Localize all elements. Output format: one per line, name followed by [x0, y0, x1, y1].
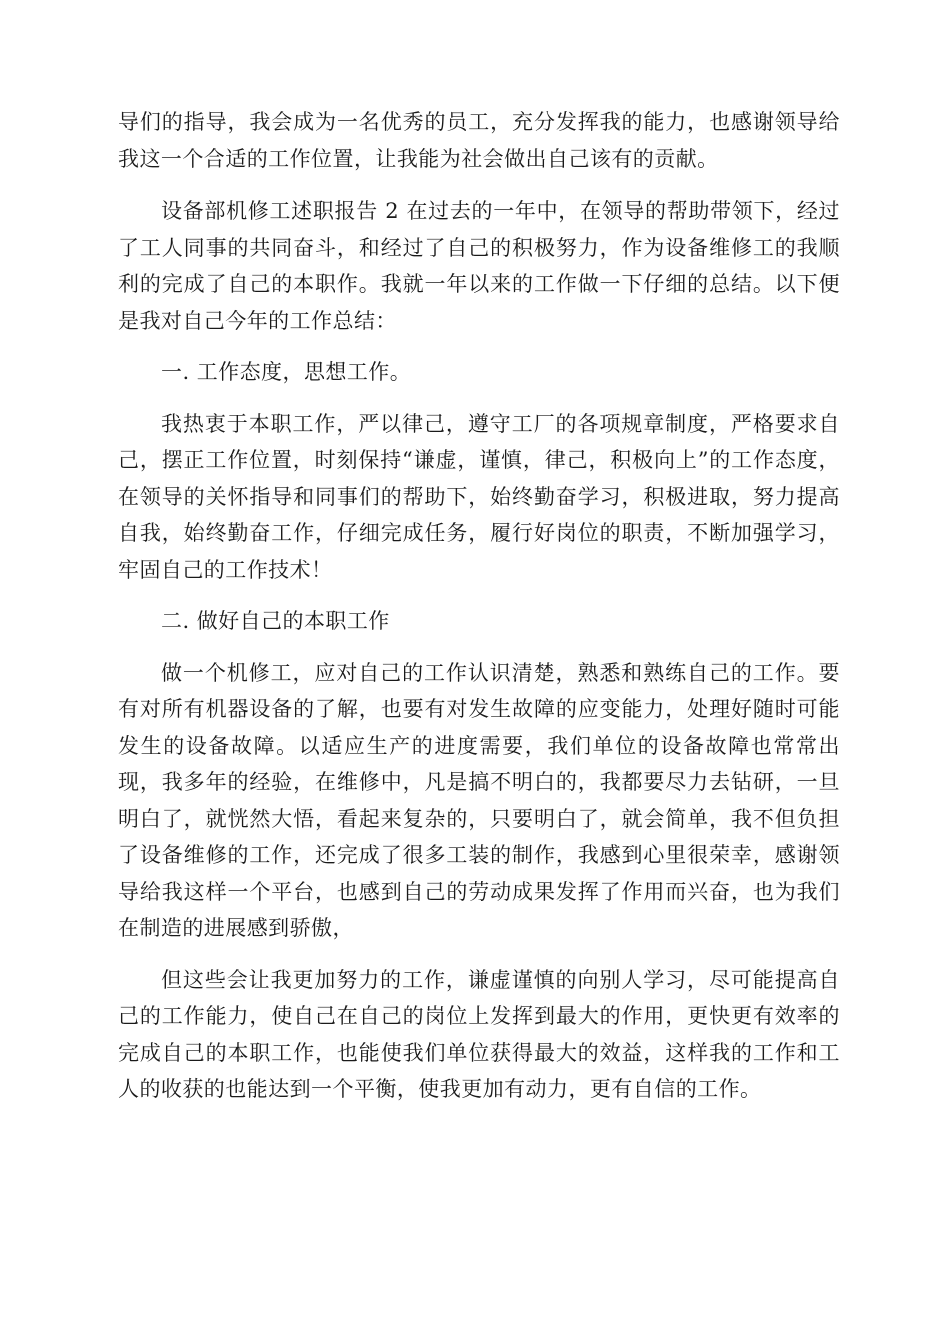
paragraph-report-intro: 设备部机修工述职报告 2 在过去的一年中，在领导的帮助带领下，经过了工人同事的共同奋斗，和经过了自己的积极努力，作为设备维修工的我顺利的完成了自己的本职作。我就一年以来的工作做一下仔细的总结。以下便是我对自己今年的工作总结： — [118, 199, 840, 333]
paragraph-continuation: 导们的指导，我会成为一名优秀的员工，充分发挥我的能力，也感谢领导给我这一个合适的工作位置，让我能为社会做出自己该有的贡献。 — [118, 110, 840, 171]
paragraph-attitude: 我热衷于本职工作，严以律己，遵守工厂的各项规章制度，严格要求自己，摆正工作位置，时刻保持“谦虚，谨慎，律己，积极向上”的工作态度，在领导的关怀指导和同事们的帮助下，始终勤奋学习，积极进取，努力提高自我，始终勤奋工作，仔细完成任务，履行好岗位的职责，不断加强学习，牢固自己的工作技术！ — [118, 411, 840, 582]
paragraph-conclusion: 但这些会让我更加努力的工作，谦虚谨慎的向别人学习，尽可能提高自己的工作能力，使自己在自己的岗位上发挥到最大的作用，更快更有效率的完成自己的本职工作，也能使我们单位获得最大的效益，这样我的工作和工人的收获的也能达到一个平衡，使我更加有动力，更有自信的工作。 — [118, 967, 840, 1101]
section-heading-attitude: 一. 工作态度，思想工作。 — [161, 360, 412, 384]
paragraph-duties: 做一个机修工，应对自己的工作认识清楚，熟悉和熟练自己的工作。要有对所有机器设备的了解，也要有对发生故障的应变能力，处理好随时可能发生的设备故障。以适应生产的进度需要，我们单位的设备故障也常常出现，我多年的经验，在维修中，凡是搞不明白的，我都要尽力去钻研，一旦明白了，就恍然大悟，看起来复杂的，只要明白了，就会简单，我不但负担了设备维修的工作，还完成了很多工装的制作，我感到心里很荣幸，感谢领导给我这样一个平台，也感到自己的劳动成果发挥了作用而兴奋，也为我们在制造的进展感到骄傲， — [118, 660, 840, 940]
section-heading-duties: 二. 做好自己的本职工作 — [161, 609, 390, 633]
document-body — [118, 104, 840, 1108]
